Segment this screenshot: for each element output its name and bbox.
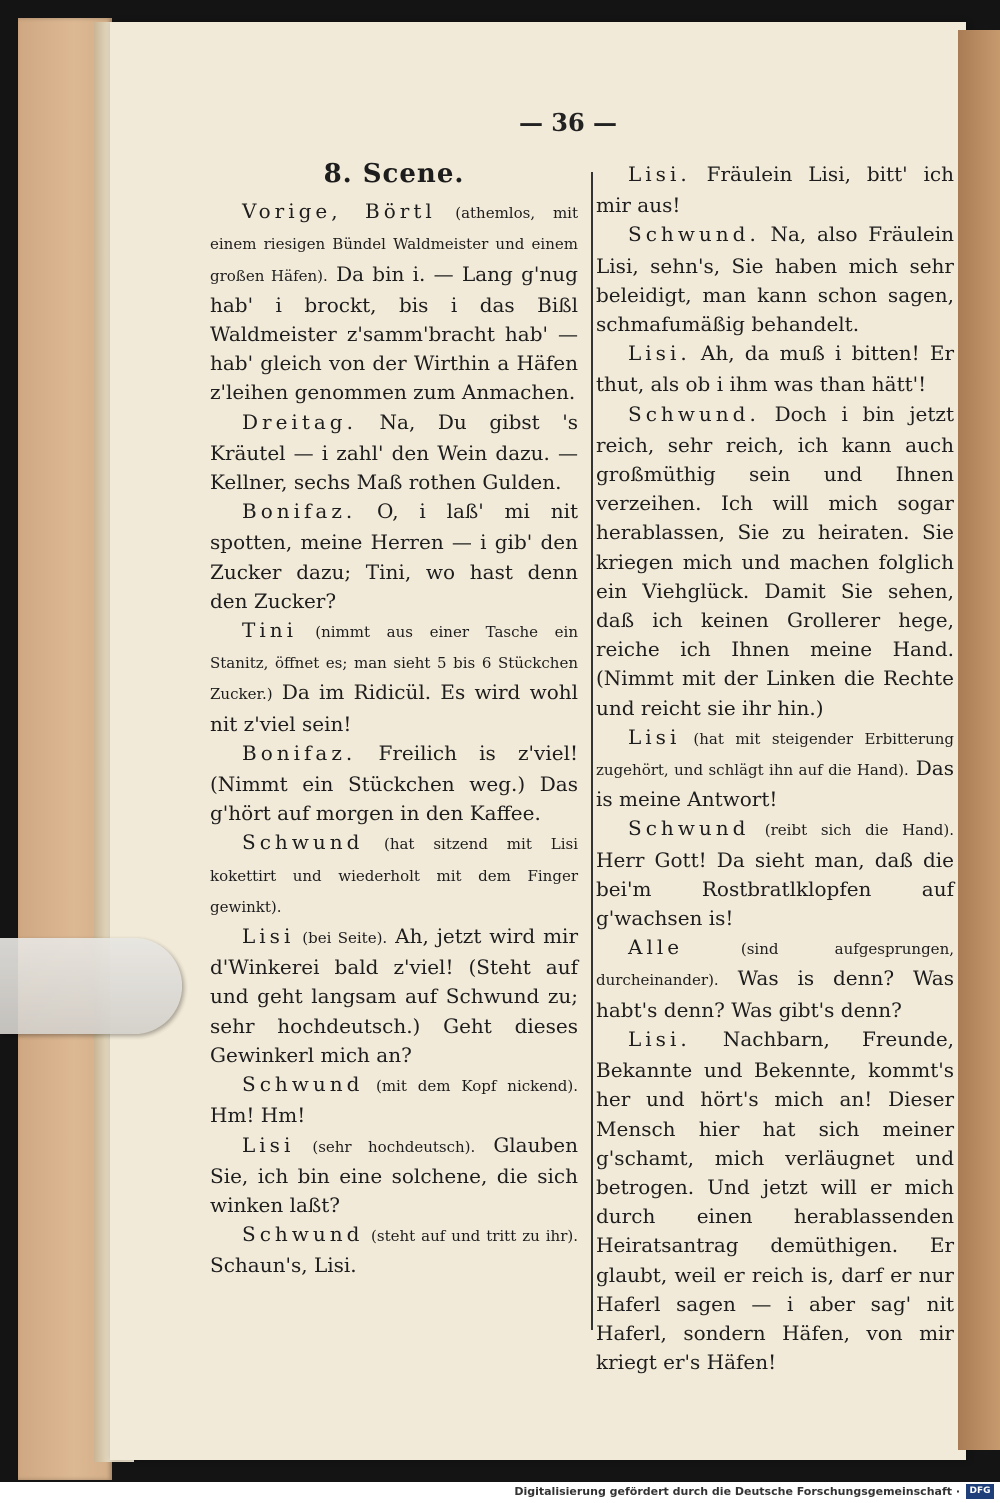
speaker-name: Bonifaz. — [242, 499, 357, 524]
dialogue-paragraph — [210, 922, 578, 1070]
speaker-name: Dreitag. — [242, 409, 357, 434]
dialogue-text: Glauben Sie, ich bin eine solchene, die sich winken laßt? — [210, 1132, 579, 1217]
dialogue-text: Hm! Hm! — [210, 1103, 306, 1128]
dialogue-text: Fräulein Lisi, bitt' ich mir aus! — [596, 162, 954, 218]
stage-direction: (sehr hochdeutsch). — [312, 1137, 476, 1156]
stage-direction: (reibt sich die Hand). — [764, 821, 954, 840]
dialogue-text: O, i laß' mi nit spotten, meine Herren — i gib' den Zucker dazu; Tini, wo hast denn den Zucker? — [210, 499, 579, 613]
dialogue-paragraph — [596, 220, 954, 339]
dialogue-paragraph — [596, 933, 954, 1025]
footer-credit: Digitalisierung gefördert durch die Deutsche Forschungsgemeinschaft · — [514, 1485, 960, 1498]
speaker-name: Alle — [628, 935, 684, 960]
speaker-name: Schwund — [242, 1222, 364, 1247]
speaker-name: Schwund — [242, 1072, 364, 1097]
speaker-name: Lisi. — [628, 341, 691, 366]
dialogue-text: Da bin i. — Lang g'nug hab' i brockt, bis i das Bißl Waldmeister z'samm'bracht hab' — hab' gleich von der Wirthin a Häfen z'leihen genommen zum Anmachen. — [210, 261, 578, 405]
dfg-logo: DFG — [966, 1484, 994, 1499]
dialogue-paragraph — [210, 739, 578, 829]
dialogue-text: Da im Ridicül. Es wird wohl nit z'viel sein! — [210, 680, 579, 736]
speaker-name: Schwund. — [628, 401, 760, 426]
dialogue-text: Na, also Fräulein Lisi, sehn's, Sie haben mich sehr beleidigt, man kann schon sagen, schmafumäßig behandelt. — [596, 222, 954, 337]
speaker-name: Lisi. — [628, 162, 691, 186]
book-cover-right — [958, 30, 1000, 1450]
speaker-name: Tini — [242, 618, 298, 643]
bookmark-tab[interactable] — [0, 938, 182, 1034]
dialogue-text: Ah, da muß i bitten! Er thut, als ob i ihm was than hätt'! — [596, 341, 955, 397]
dialogue-text: Doch i bin jetzt reich, sehr reich, ich kann auch großmüthig sein und Ihnen verzeihen. Ich will mich sogar herablassen, Sie zu heiraten. Sie kriegen mich und machen folglich ein Viehglück. Damit Sie sehen, daß ich keinen Grollerer hege, reiche ich Ihnen meine Hand. (Nimmt mit der Linken die Rechte und reicht sie ihr hin.) — [596, 401, 955, 720]
speaker-name: Bonifaz. — [242, 740, 357, 765]
dialogue-paragraph — [596, 1025, 954, 1377]
stage-direction: (nimmt aus einer Tasche ein Stanitz, öffnet es; man sieht 5 bis 6 Stückchen Zucker.) — [210, 623, 579, 704]
dialogue-paragraph — [210, 197, 578, 407]
dialogue-paragraph — [596, 160, 954, 220]
page-number: — 36 — — [518, 108, 618, 137]
dialogue-text: Das is meine Antwort! — [596, 756, 954, 812]
dialogue-text: Herr Gott! Da sieht man, daß die bei'm Rostbratlklopfen auf g'wachsen is! — [596, 847, 954, 931]
stage-direction: (hat sitzend mit Lisi kokettirt und wiederholt mit dem Finger gewinkt). — [210, 835, 579, 916]
dialogue-text: Nachbarn, Freunde, Bekannte und Bekennte, kommt's her und hört's mich an! Dieser Mensch hier hat sich meiner g'schamt, mich verläugnet und betrogen. Und jetzt will er mich durch einen herablassenden Heiratsantrag demüthigen. Er glaubt, weil er reich is, darf er nur Haferl sagen — i aber sag' nit Haferl, sondern Häfen, von mir kriegt er's Häfen! — [596, 1026, 955, 1375]
stage-direction: (hat mit steigender Erbitterung zugehört, und schlägt ihn auf die Hand). — [596, 729, 955, 780]
dialogue-paragraph — [596, 814, 954, 933]
dialogue-paragraph — [596, 723, 954, 815]
dialogue-text: Na, Du gibst 's Kräutel — i zahl' den Wein dazu. — Kellner, sechs Maß rothen Gulden. — [210, 409, 578, 495]
stage-direction: (mit dem Kopf nickend). — [375, 1077, 578, 1096]
speaker-name: Lisi — [242, 924, 295, 949]
speaker-name: Lisi — [628, 724, 681, 749]
stage-direction: (sind aufgesprungen, durcheinander). — [596, 940, 954, 990]
dialogue-text: Freilich is z'viel! (Nimmt ein Stückchen weg.) Das g'hört auf morgen in den Kaffee. — [210, 740, 579, 826]
stage-direction: (steht auf und tritt zu ihr). — [371, 1227, 579, 1246]
dialogue-text: Schaun's, Lisi. — [210, 1253, 357, 1278]
speaker-name: Lisi. — [628, 1026, 691, 1051]
speaker-name: Schwund — [628, 816, 750, 841]
column-divider — [591, 172, 593, 1330]
dialogue-paragraph — [210, 1220, 578, 1280]
speaker-name: Schwund. — [628, 222, 760, 247]
dialogue-paragraph — [210, 1070, 578, 1130]
left-column — [210, 160, 578, 1281]
speaker-name: Vorige, Börtl — [242, 199, 436, 224]
right-column — [596, 160, 954, 1377]
right-column-paragraphs — [596, 160, 954, 1377]
dialogue-paragraph — [210, 1131, 578, 1221]
dialogue-paragraph — [596, 400, 954, 723]
speaker-name: Lisi — [242, 1132, 295, 1157]
stage-direction: (athemlos, mit einem riesigen Bündel Waldmeister und einem großen Häfen). — [210, 204, 578, 285]
stage-direction: (bei Seite). — [302, 929, 388, 948]
dialogue-paragraph — [210, 828, 578, 922]
dialogue-paragraph — [210, 408, 578, 498]
dialogue-text: Was is denn? Was habt's denn? Was gibt's denn? — [596, 966, 954, 1022]
left-column-paragraphs — [210, 197, 578, 1280]
dialogue-paragraph — [210, 616, 578, 739]
dialogue-paragraph — [596, 339, 954, 399]
dialogue-paragraph — [210, 497, 578, 616]
speaker-name: Schwund — [242, 830, 364, 855]
scene-title: 8. Scene. — [323, 159, 465, 189]
dialogue-text: Ah, jetzt wird mir d'Winkerei bald z'viel! (Steht auf und geht langsam auf Schwund zu; sehr hochdeutsch.) Geht dieses Gewinkerl mich an? — [210, 924, 579, 1067]
